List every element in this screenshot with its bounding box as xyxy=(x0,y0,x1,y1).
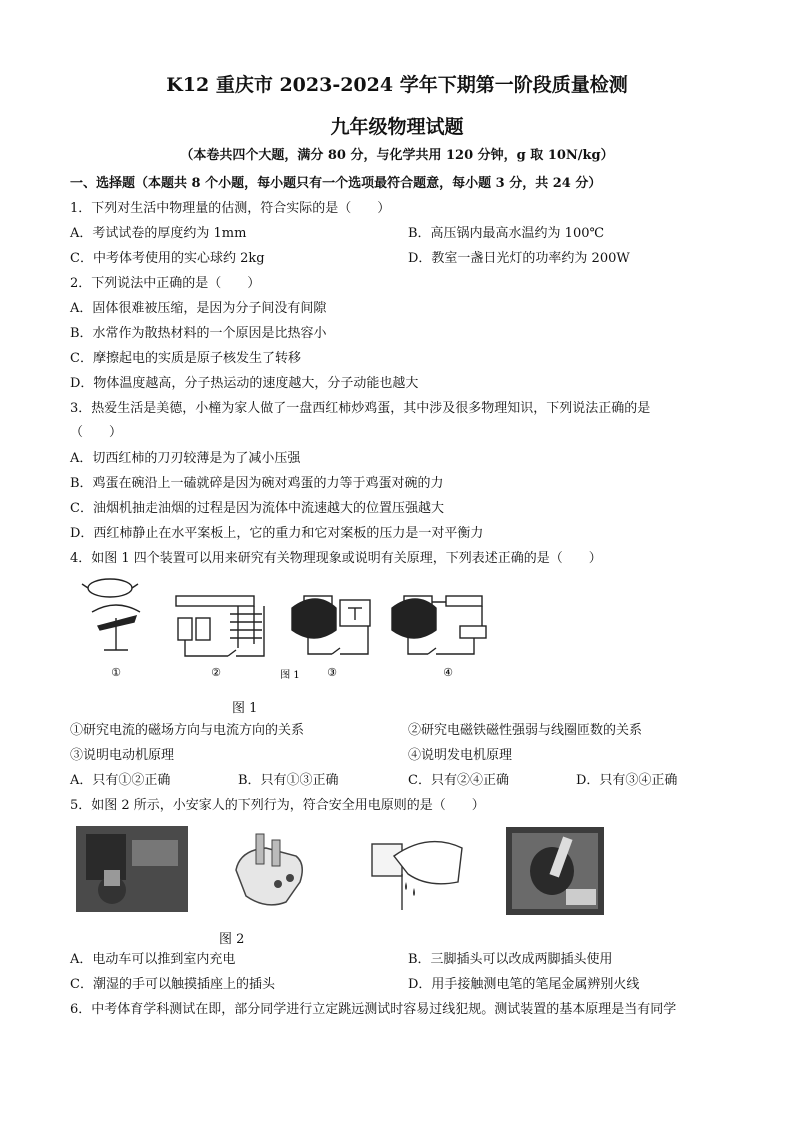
q2-option-a: A．固体很难被压缩，是因为分子间没有间隙 xyxy=(70,301,327,316)
figure-1-inner-caption: 图 1 xyxy=(280,670,300,681)
q3-option-d: D．西红柿静止在水平案板上，它的重力和它对案板的压力是一对平衡力 xyxy=(70,526,484,541)
figure-1-device-3 xyxy=(292,596,370,654)
q5-option-c: C．潮湿的手可以触摸插座上的插头 xyxy=(70,977,275,992)
figure-2-wet-hand xyxy=(368,826,468,916)
q4-option-c: C．只有②④正确 xyxy=(408,773,509,788)
q5-option-a: A．电动车可以推到室内充电 xyxy=(70,952,236,967)
q1-option-a: A．考试试卷的厚度约为 1mm xyxy=(70,226,247,241)
q4-statement-4: ④说明发电机原理 xyxy=(408,748,513,763)
q3-option-c: C．油烟机抽走油烟的过程是因为流体中流速越大的位置压强越大 xyxy=(70,501,444,516)
figure-1-label-3: ③ xyxy=(327,666,337,679)
q1-option-c: C．中考体考使用的实心球约 2kg xyxy=(70,251,265,266)
figure-1-label-1: ① xyxy=(111,666,121,679)
figure-1 xyxy=(78,574,490,686)
exam-title: K12 重庆市 2023-2024 学年下期第一阶段质量检测 xyxy=(166,74,628,96)
exam-note: （本卷共四个大题，满分 80 分，与化学共用 120 分钟，g 取 10N/kg） xyxy=(180,148,614,163)
q1-stem: 1．下列对生活中物理量的估测，符合实际的是（ ） xyxy=(70,201,391,216)
figure-2-photo-ebike xyxy=(76,826,188,912)
q4-option-a: A．只有①②正确 xyxy=(70,773,171,788)
q6-stem: 6．中考体育学科测试在即，部分同学进行立定跳远测试时容易过线犯规。测试装置的基本原理是当有同学 xyxy=(70,1002,677,1017)
exam-subtitle: 九年级物理试题 xyxy=(330,116,464,138)
q2-option-c: C．摩擦起电的实质是原子核发生了转移 xyxy=(70,351,301,366)
q4-option-d: D．只有③④正确 xyxy=(576,773,678,788)
q2-stem: 2．下列说法中正确的是（ ） xyxy=(70,276,261,291)
q4-statement-3: ③说明电动机原理 xyxy=(70,748,175,763)
q4-statement-2: ②研究电磁铁磁性强弱与线圈匝数的关系 xyxy=(408,723,643,738)
q3-stem-bracket: （ ） xyxy=(70,425,123,440)
figure-1-device-2 xyxy=(176,596,264,656)
figure-1-label-4: ④ xyxy=(443,666,453,679)
q1-option-d: D．教室一盏日光灯的功率约为 200W xyxy=(408,251,630,266)
figure-1-device-1 xyxy=(82,579,140,650)
q3-stem: 3．热爱生活是美德，小橦为家人做了一盘西红柿炒鸡蛋，其中涉及很多物理知识，下列说法正确的是 xyxy=(70,401,651,416)
q5-option-b: B．三脚插头可以改成两脚插头使用 xyxy=(408,952,613,967)
q5-option-d: D．用手接触测电笔的笔尾金属辨别火线 xyxy=(408,977,640,992)
figure-1-label-2: ② xyxy=(211,666,221,679)
q3-option-b: B．鸡蛋在碗沿上一磕就碎是因为碗对鸡蛋的力等于鸡蛋对碗的力 xyxy=(70,476,444,491)
q5-stem: 5．如图 2 所示，小安家人的下列行为，符合安全用电原则的是（ ） xyxy=(70,798,485,813)
q4-option-b: B．只有①③正确 xyxy=(238,773,339,788)
q4-stem: 4．如图 1 四个装置可以用来研究有关物理现象或说明有关原理，下列表述正确的是（ ） xyxy=(70,551,602,566)
q2-option-b: B．水常作为散热材料的一个原因是比热容小 xyxy=(70,326,327,341)
figure-2-plug xyxy=(226,830,312,914)
figure-1-device-4 xyxy=(392,596,486,654)
figure-2-photo-tester xyxy=(506,827,604,915)
q2-option-d: D．物体温度越高，分子热运动的速度越大，分子动能也越大 xyxy=(70,376,419,391)
figure-2-caption: 图 2 xyxy=(219,932,245,947)
q1-option-b: B．高压锅内最高水温约为 100℃ xyxy=(408,226,605,241)
q3-option-a: A．切西红柿的刀刃较薄是为了减小压强 xyxy=(70,451,301,466)
q4-statement-1: ①研究电流的磁场方向与电流方向的关系 xyxy=(70,723,305,738)
figure-1-caption: 图 1 xyxy=(232,701,258,716)
section-heading: 一、选择题（本题共 8 个小题，每小题只有一个选项最符合题意，每小题 3 分，共 24 分） xyxy=(70,176,602,191)
